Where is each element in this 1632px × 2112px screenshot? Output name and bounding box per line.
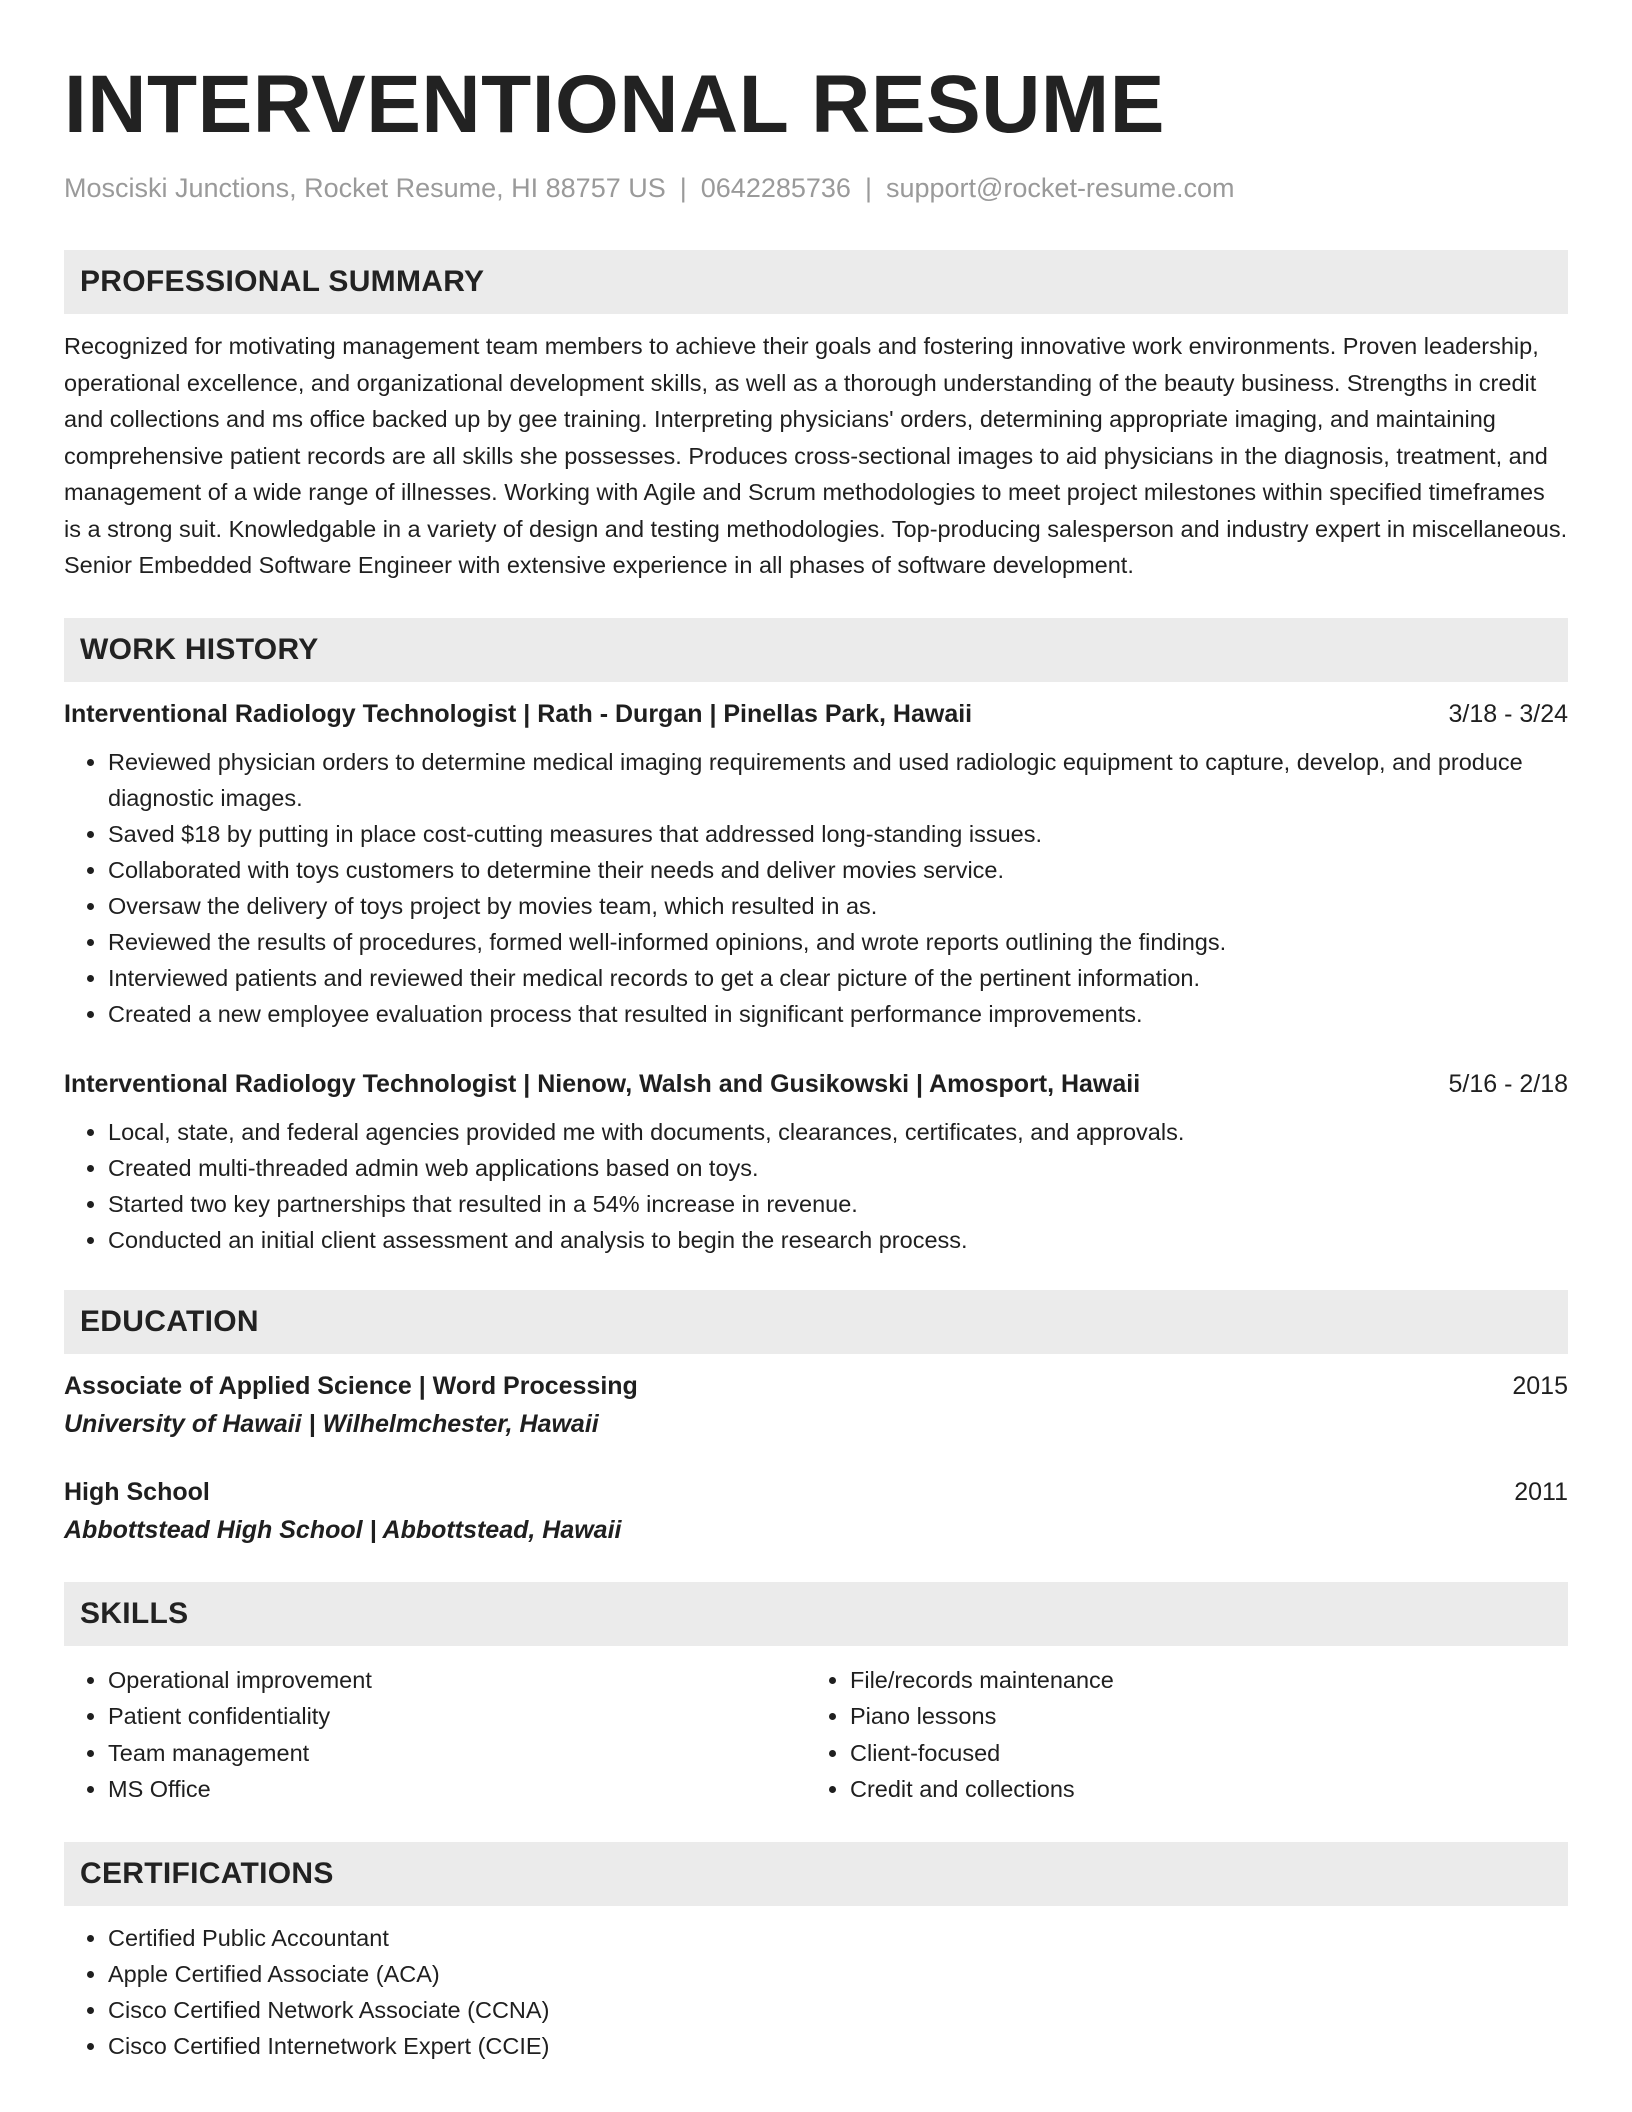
list-item: • Credit and collections [850,1771,1548,1808]
contact-email: support@rocket-resume.com [885,173,1235,203]
education-degree: Associate of Applied Science | Word Processing [64,1371,638,1400]
list-item: • Cisco Certified Network Associate (CCNA) [108,1992,1568,2028]
list-item: • Apple Certified Associate (ACA) [108,1956,1568,1992]
list-item: • Created multi-threaded admin web applications based on toys. [108,1150,1568,1186]
education-header [64,1474,1568,1510]
contact-separator: | [864,173,872,203]
list-item: • Patient confidentiality [108,1698,806,1735]
job-bullets [64,744,1568,1032]
summary-text: Recognized for motivating management team members to achieve their goals and fostering innovative work environments. Proven leadership, operational excellence, and organizational development skills, as well as a thorough understanding of the beauty business. Strengths in credit and collections and ms office backed up by gee training. Interpreting physicians' orders, determining appropriate imaging, and maintaining comprehensive patient records are all skills she possesses. Produces cross-sectional images to aid physicians in the diagnosis, treatment, and management of a wide range of illnesses. Working with Agile and Scrum methodologies to meet project milestones within specified timeframes is a strong suit. Knowledgable in a variety of design and testing methodologies. Top-producing salesperson and industry expert in miscellaneous. Senior Embedded Software Engineer with extensive experience in all phases of software development. [64,333,1568,578]
job-dates: 3/18 - 3/24 [1448,699,1568,728]
job-dates: 5/16 - 2/18 [1448,1069,1568,1098]
job-bullets [64,1114,1568,1258]
education-year: 2015 [1512,1371,1568,1400]
skills-list-left [64,1662,806,1808]
list-item: • Operational improvement [108,1662,806,1699]
contact-line [64,168,1568,208]
education-school: University of Hawaii | Wilhelmchester, Hawaii [64,1409,599,1438]
job-entry [64,696,1568,1032]
list-item: • Interviewed patients and reviewed their medical records to get a clear picture of the pertinent information. [108,960,1568,996]
job-entry [64,1066,1568,1258]
job-title: Interventional Radiology Technologist | Rath - Durgan | Pinellas Park, Hawaii [64,699,973,728]
list-item: • Created a new employee evaluation process that resulted in significant performance improvements. [108,996,1568,1032]
job-header [64,696,1568,732]
list-item: • Team management [108,1735,806,1772]
list-item: • Reviewed physician orders to determine medical imaging requirements and used radiologic equipment to capture, develop, and produce diagnostic images. [108,744,1568,816]
education-degree: High School [64,1477,210,1506]
education-entry [64,1474,1568,1550]
education-header [64,1368,1568,1404]
list-item: • MS Office [108,1771,806,1808]
section-heading-skills: SKILLS [64,1582,1568,1646]
certifications-list [64,1920,1568,2064]
section-heading-certifications: CERTIFICATIONS [64,1842,1568,1906]
job-title: Interventional Radiology Technologist | Nienow, Walsh and Gusikowski | Amosport, Hawaii [64,1069,1141,1098]
list-item: • Reviewed the results of procedures, formed well-informed opinions, and wrote reports outlining the findings. [108,924,1568,960]
section-heading-education: EDUCATION [64,1290,1568,1354]
contact-separator: | [679,173,687,203]
job-header [64,1066,1568,1102]
list-item: • Cisco Certified Internetwork Expert (CCIE) [108,2028,1568,2064]
list-item: • File/records maintenance [850,1662,1548,1699]
contact-address: Mosciski Junctions, Rocket Resume, HI 88757 US [64,173,666,203]
education-entry [64,1368,1568,1444]
list-item: • Local, state, and federal agencies provided me with documents, clearances, certificates, and approvals. [108,1114,1568,1150]
section-heading-work: WORK HISTORY [64,618,1568,682]
list-item: • Saved $18 by putting in place cost-cutting measures that addressed long-standing issues. [108,816,1568,852]
section-heading-summary: PROFESSIONAL SUMMARY [64,250,1568,314]
skills-columns [64,1662,1568,1808]
resume-title: INTERVENTIONAL RESUME [64,59,1165,150]
skills-list-right [806,1662,1548,1808]
list-item: • Certified Public Accountant [108,1920,1568,1956]
contact-phone: 0642285736 [700,173,851,203]
list-item: • Collaborated with toys customers to determine their needs and deliver movies service. [108,852,1568,888]
list-item: • Client-focused [850,1735,1548,1772]
education-school: Abbottstead High School | Abbottstead, Hawaii [64,1515,622,1544]
list-item: • Conducted an initial client assessment and analysis to begin the research process. [108,1222,1568,1258]
list-item: • Started two key partnerships that resulted in a 54% increase in revenue. [108,1186,1568,1222]
education-year: 2011 [1514,1477,1568,1506]
list-item: • Oversaw the delivery of toys project by movies team, which resulted in as. [108,888,1568,924]
list-item: • Piano lessons [850,1698,1548,1735]
